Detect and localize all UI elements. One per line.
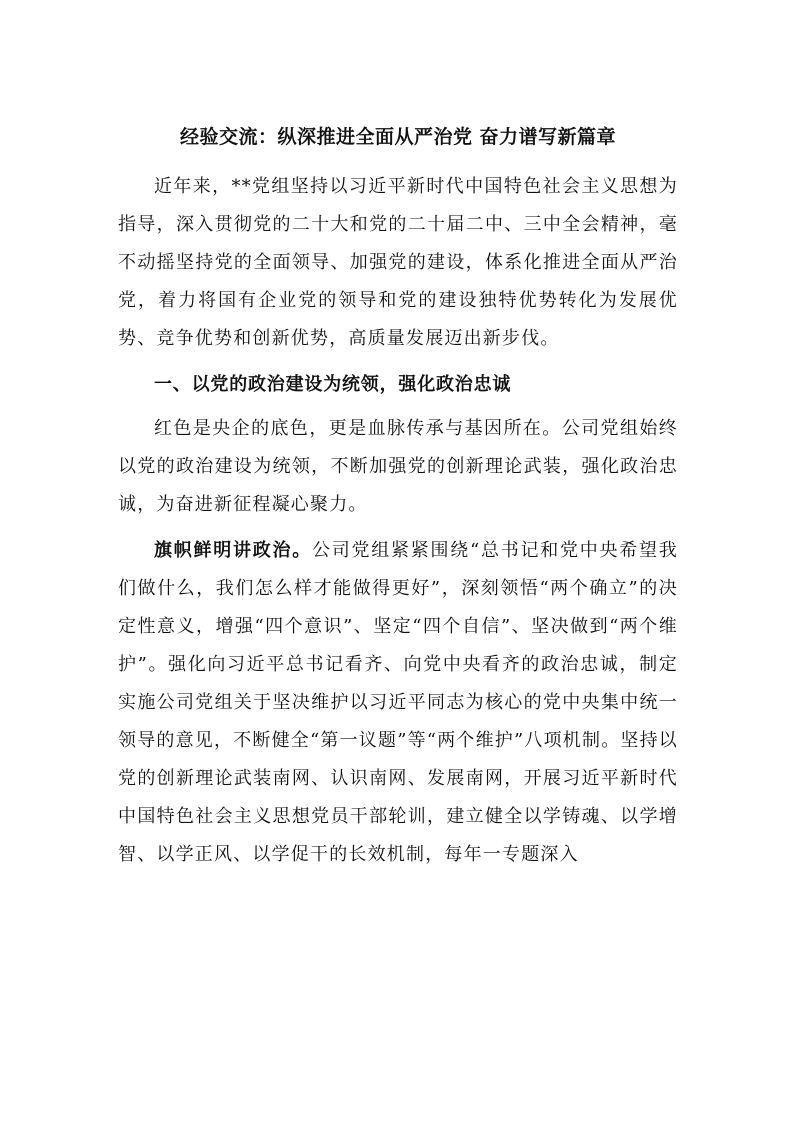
point-1-body: 公司党组紧紧围绕“总书记和党中央希望我们做什么，我们怎么样才能做得更好”，深刻领悟“两个确立”的决定性意义，增强“四个意识”、坚定“四个自信”、坚决做到“两个维护”。强化向习近平总书记看齐、向党中央看齐的政治忠诚，制定实施公司党组关于坚决维护以习近平同志为核心的党中央集中统一领导的意见，不断健全“第一议题”等“两个维护”八项机制。坚持以党的创新理论武装南网、认识南网、发展南网，开展习近平新时代中国特色社会主义思想党员干部轮训，建立健全以学铸魂、以学增智、以学正风、以学促干的长效机制，每年一专题深入	[118, 540, 679, 865]
point-1-paragraph	[118, 532, 678, 874]
intro-paragraph: 近年来，**党组坚持以习近平新时代中国特色社会主义思想为指导，深入贯彻党的二十大和党的二十届二中、三中全会精神，毫不动摇坚持党的全面领导、加强党的建设，体系化推进全面从严治党，着力将国有企业党的领导和党的建设独特优势转化为发展优势、竞争优势和创新优势，高质量发展迈出新步伐。	[118, 176, 678, 349]
document-body	[118, 118, 678, 874]
document-title: 经验交流：纵深推进全面从严治党 奋力谱写新篇章	[179, 126, 617, 148]
section-1-heading: 一、以党的政治建设为统领，强化政治忠诚	[154, 374, 512, 395]
section-1-paragraph: 红色是央企的底色，更是血脉传承与基因所在。公司党组始终以党的政治建设为统领，不断加强党的创新理论武装，强化政治忠诚，为奋进新征程凝心聚力。	[118, 418, 678, 515]
point-1-lead: 旗帜鲜明讲政治。	[154, 540, 313, 561]
